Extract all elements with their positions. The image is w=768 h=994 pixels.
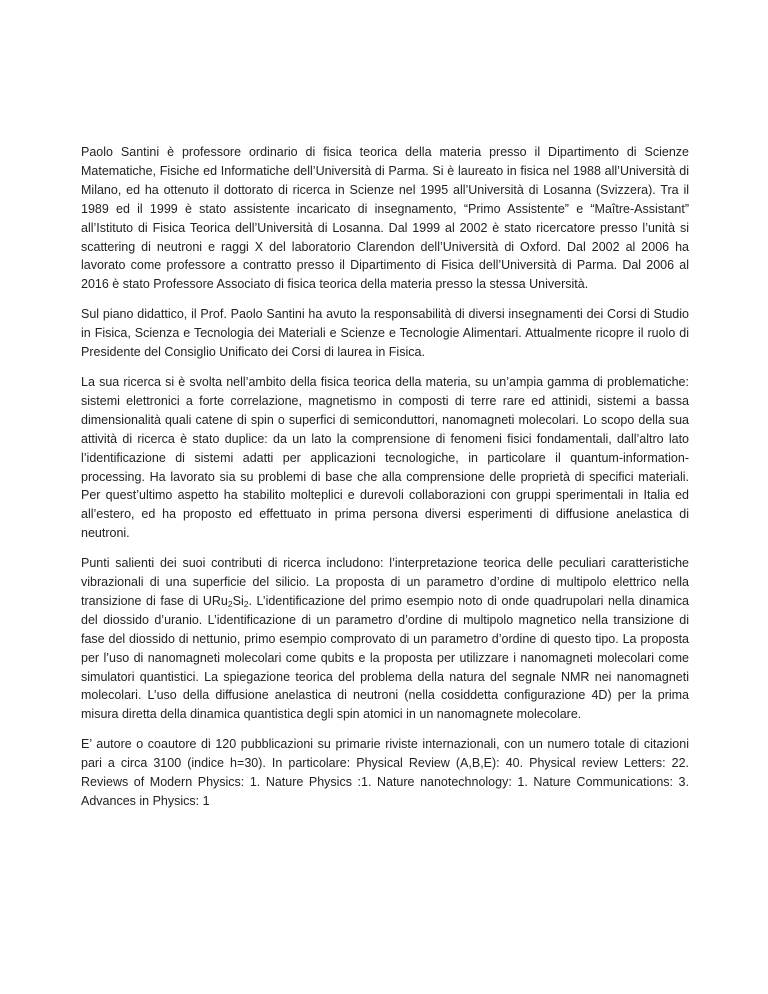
paragraph-highlights: [81, 554, 689, 724]
document-body: [81, 143, 689, 822]
paragraph-biography: Paolo Santini è professore ordinario di fisica teorica della materia presso il Dipartimento di Scienze Matematiche, Fisiche ed Informatiche dell’Università di Parma. Si è laureato in fisica nel 1988 all’Università di Milano, ed ha ottenuto il dottorato di ricerca in Scienze nel 1995 all’Università di Losanna (Svizzera). Tra il 1989 ed il 1999 è stato assistente incaricato di insegnamento, “Primo Assistente” e “Maître-Assistant” all’Istituto di Fisica Teorica dell’Università di Losanna. Dal 1999 al 2002 è stato ricercatore presso l’unità si scattering di neutroni e raggi X del laboratorio Clarendon dell’Università di Oxford. Dal 2002 al 2006 ha lavorato come professore a contratto presso il Dipartimento di Fisica dell’Università di Parma. Dal 2006 al 2016 è stato Professore Associato di fisica teorica della materia presso la stessa Università.: [81, 145, 689, 292]
formula-subscript-si: 2: [243, 598, 249, 609]
paragraph-publications: E’ autore o coautore di 120 pubblicazioni su primarie riviste internazionali, con un numero totale di citazioni pari a circa 3100 (indice h=30). In particolare: Physical Review (A,B,E): 40. Physical review Letters: 22. Reviews of Modern Physics: 1. Nature Physics :1. Nature nanotechnology: 1. Nature Communications: 3. Advances in Physics: 1: [81, 737, 689, 808]
paragraph-teaching: Sul piano didattico, il Prof. Paolo Santini ha avuto la responsabilità di diversi insegnamenti dei Corsi di Studio in Fisica, Scienza e Tecnologia dei Materiali e Scienze e Tecnologie Alimentari. Attualmente ricopre il ruolo di Presidente del Consiglio Unificato dei Corsi di laurea in Fisica.: [81, 307, 689, 360]
formula-element-si: Si: [232, 593, 244, 608]
formula-subscript-ru: 2: [227, 598, 233, 609]
paragraph-research: La sua ricerca si è svolta nell’ambito della fisica teorica della materia, su un’ampia gamma di problematiche: sistemi elettronici a forte correlazione, magnetismo in composti di terre rare ed attinidi, sistemi a bassa dimensionalità quali catene di spin o superfici di semiconduttori, nanomagneti molecolari. Lo scopo della sua attività di ricerca è stato duplice: da un lato la comprensione di fenomeni fisici fondamentali, dall’altro lato l’identificazione di sistemi adatti per applicazioni tecnologiche, in particolare il quantum-information-processing. Ha lavorato sia su problemi di base che alla comprensione delle proprietà di specifici materiali. Per quest’ultimo aspetto ha stabilito molteplici e durevoli collaborazioni con gruppi sperimentali in Italia ed all’estero, ed ha proposto ed effettuato in prima persona diversi esperimenti di diffusione anelastica di neutroni.: [81, 374, 689, 541]
highlights-text-start: Punti salienti dei suoi contributi di ricerca includono: l’interpretazione teorica delle peculiari caratteristiche vibrazionali di una superficie del silicio. La proposta di un parametro d’ordine di multipolo elettrico nella transizione di fase di URu: [81, 556, 689, 608]
highlights-text-end: . L’identificazione del primo esempio noto di onde quadrupolari nella dinamica del diossido d’uranio. L’identificazione di un parametro d’ordine di multipolo magnetico nella transizione di fase del diossido di nettunio, primo esempio comprovato di un parametro d’ordine di questo tipo. La proposta per l’uso di nanomagneti molecolari come qubits e la proposta per utilizzare i nanomagneti molecolari come simulatori quantistici. La spiegazione teorica del problema della natura del segnale NMR nei nanomagneti molecolari. L’uso della diffusione anelastica di neutroni (nella cosiddetta configurazione 4D) per la prima misura diretta della dinamica quantistica degli spin atomici in un nanomagnete molecolare.: [81, 593, 689, 722]
